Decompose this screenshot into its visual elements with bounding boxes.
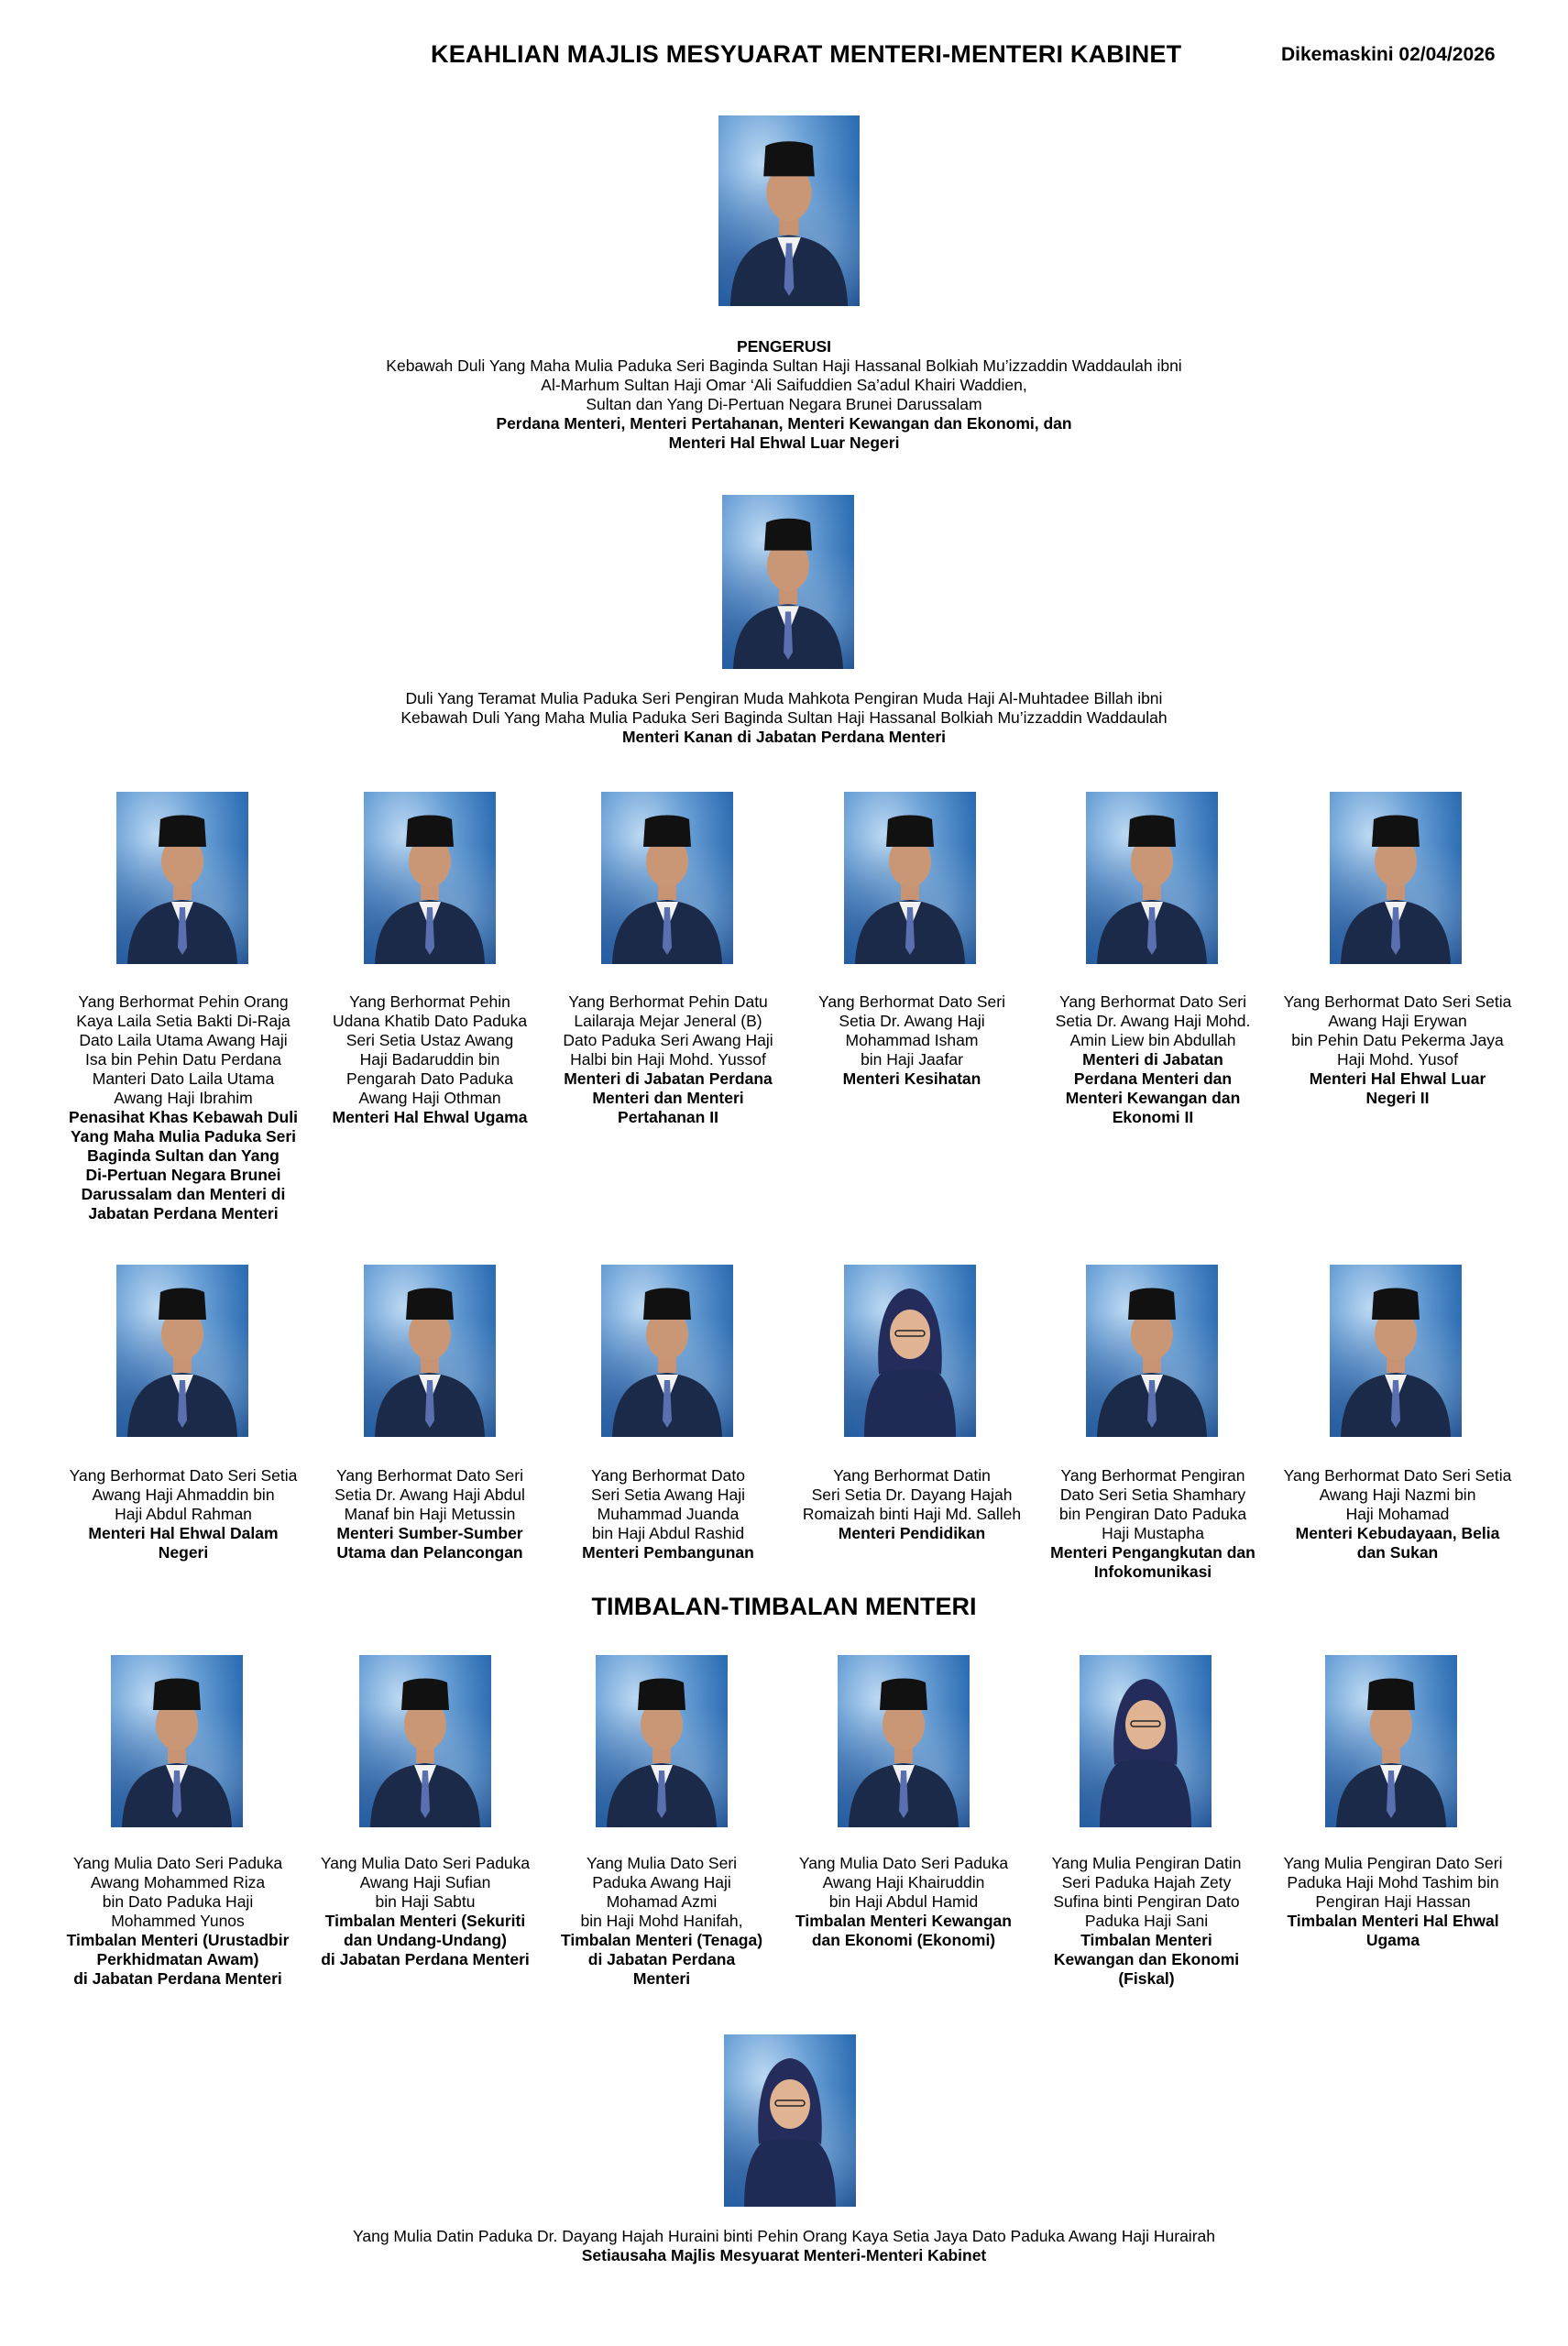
portrait-minister — [844, 1265, 976, 1437]
portrait-deputy — [359, 1655, 491, 1827]
portrait-silhouette — [364, 792, 496, 964]
person-role-line: Baginda Sultan dan Yang — [87, 1146, 280, 1165]
person-caption — [302, 1854, 549, 1969]
person-name-line: Yang Mulia Pengiran Dato Seri — [1283, 1854, 1503, 1872]
person-name-line: Awang Haji Erywan — [1328, 1012, 1467, 1030]
person-name-line: Awang Haji Othman — [358, 1089, 501, 1107]
portrait-silhouette — [838, 1655, 970, 1827]
portrait-silhouette — [844, 1265, 976, 1437]
person-caption — [788, 992, 1036, 1089]
sultan-role-line: Perdana Menteri, Menteri Pertahanan, Menteri Kewangan dan Ekonomi, dan — [496, 414, 1072, 433]
portrait-minister — [1330, 1265, 1462, 1437]
person-name-line: Yang Mulia Pengiran Datin — [1051, 1854, 1242, 1872]
person-name-line: Romaizah binti Haji Md. Salleh — [802, 1505, 1022, 1523]
person-name-line: bin Pengiran Dato Paduka — [1058, 1505, 1247, 1523]
person-name-line: Yang Berhormat Dato Seri — [1059, 992, 1246, 1011]
person-name-line: Awang Haji Nazmi bin — [1319, 1485, 1476, 1504]
person-name-line: Manteri Dato Laila Utama — [92, 1069, 275, 1088]
person-name-line: Yang Berhormat Dato Seri — [336, 1466, 523, 1485]
person-name-line: Haji Mohd. Yusof — [1337, 1050, 1458, 1069]
person-name-line: Awang Haji Ahmaddin bin — [92, 1485, 275, 1504]
person-name-line: Yang Mulia Dato Seri Paduka — [320, 1854, 531, 1872]
caption-crown-prince — [275, 689, 1293, 747]
person-name-line: Yang Mulia Dato Seri Paduka — [798, 1854, 1009, 1872]
portrait-silhouette — [1086, 792, 1218, 964]
portrait-minister — [364, 1265, 496, 1437]
person-role-line: Jabatan Perdana Menteri — [88, 1204, 279, 1222]
person-role-line: Menteri di Jabatan — [1082, 1050, 1223, 1069]
person-role-line: Menteri Kesihatan — [842, 1069, 981, 1088]
person-role-line: Menteri Sumber-Sumber — [336, 1524, 523, 1542]
person-name-line: Awang Haji Sufian — [359, 1873, 491, 1891]
person-name-line: Awang Haji Khairuddin — [822, 1873, 985, 1891]
portrait-silhouette — [718, 115, 860, 306]
portrait-deputy — [1080, 1655, 1212, 1827]
person-name-line: Yang Berhormat Dato Seri — [818, 992, 1005, 1011]
person-name-line: Pengiran Haji Hassan — [1315, 1892, 1471, 1911]
person-role-line: Darussalam dan Menteri di — [81, 1185, 286, 1203]
portrait-minister — [1086, 792, 1218, 964]
person-name-line: Yang Mulia Dato Seri — [586, 1854, 738, 1872]
person-name-line: bin Pehin Datu Pekerma Jaya — [1291, 1031, 1504, 1049]
person-caption — [1274, 992, 1521, 1108]
person-name-line: Haji Mustapha — [1102, 1524, 1204, 1542]
person-role-line: di Jabatan Perdana Menteri — [321, 1950, 530, 1968]
person-role-line: Perdana Menteri dan — [1073, 1069, 1233, 1088]
person-name-line: Seri Setia Ustaz Awang — [345, 1031, 514, 1049]
person-name-line: Seri Setia Awang Haji — [591, 1485, 745, 1504]
person-caption — [306, 1466, 554, 1562]
person-role-line: Menteri dan Menteri — [592, 1089, 744, 1107]
crown-prince-role: Menteri Kanan di Jabatan Perdana Menteri — [621, 728, 946, 746]
portrait-crown-prince — [722, 495, 854, 669]
person-name-line: bin Haji Abdul Hamid — [828, 1892, 979, 1911]
portrait-silhouette — [1330, 792, 1462, 964]
person-caption — [1029, 992, 1277, 1127]
person-name-line: Yang Berhormat Dato Seri Setia — [69, 1466, 298, 1485]
person-name-line: Mohammad Isham — [845, 1031, 979, 1049]
person-role-line: Menteri Hal Ehwal Dalam — [88, 1524, 279, 1542]
person-name-line: Udana Khatib Dato Paduka — [332, 1012, 528, 1030]
person-name-line: Manaf bin Haji Metussin — [344, 1505, 516, 1523]
sultan-role-line: Menteri Hal Ehwal Luar Negeri — [668, 433, 900, 452]
person-name-line: bin Haji Jaafar — [861, 1050, 963, 1069]
person-name-line: Awang Mohammed Riza — [90, 1873, 266, 1891]
person-role-line: Timbalan Menteri (Tenaga) — [560, 1931, 763, 1949]
person-caption — [1029, 1466, 1277, 1582]
crown-prince-name-line: Duli Yang Teramat Mulia Paduka Seri Pengiran Muda Mahkota Pengiran Muda Haji Al-Muhtadee Billah ibni — [405, 689, 1163, 707]
portrait-silhouette — [601, 1265, 733, 1437]
portrait-minister — [116, 792, 248, 964]
person-name-line: bin Haji Sabtu — [375, 1892, 476, 1911]
person-name-line: Dato Seri Setia Shamhary — [1059, 1485, 1246, 1504]
person-name-line: Lailaraja Mejar Jeneral (B) — [574, 1012, 762, 1030]
person-caption — [788, 1466, 1036, 1543]
person-caption — [60, 1466, 307, 1562]
portrait-silhouette — [722, 495, 854, 669]
person-name-line: Yang Berhormat Dato Seri Setia — [1283, 992, 1512, 1011]
person-role-line: dan Undang-Undang) — [344, 1931, 507, 1949]
person-name-line: Pengarah Dato Paduka — [346, 1069, 513, 1088]
page-title: KEAHLIAN MAJLIS MESYUARAT MENTERI-MENTERI KABINET — [431, 40, 1182, 68]
portrait-silhouette — [724, 2034, 856, 2207]
person-role-line: Timbalan Menteri — [1080, 1931, 1212, 1949]
person-role-line: Negeri — [158, 1543, 209, 1562]
portrait-silhouette — [364, 1265, 496, 1437]
portrait-minister — [116, 1265, 248, 1437]
person-role-line: Menteri — [632, 1969, 691, 1988]
person-role-line: di Jabatan Perdana Menteri — [73, 1969, 282, 1988]
person-name-line: Halbi bin Haji Mohd. Yussof — [570, 1050, 766, 1069]
person-role-line: Menteri Pengangkutan dan — [1050, 1543, 1255, 1562]
person-name-line: Kaya Laila Setia Bakti Di-Raja — [76, 1012, 291, 1030]
person-caption — [1023, 1854, 1270, 1989]
person-name-line: Dato Laila Utama Awang Haji — [79, 1031, 288, 1049]
person-name-line: Yang Berhormat Dato Seri Setia — [1283, 1466, 1512, 1485]
person-name-line: Yang Berhormat Dato — [591, 1466, 745, 1485]
person-name-line: bin Haji Abdul Rashid — [591, 1524, 745, 1542]
person-name-line: Yang Berhormat Pehin — [349, 992, 510, 1011]
person-role-line: Negeri II — [1365, 1089, 1430, 1107]
portrait-deputy — [838, 1655, 970, 1827]
person-name-line: Mohammed Yunos — [111, 1912, 245, 1930]
portrait-minister — [601, 792, 733, 964]
portrait-silhouette — [601, 792, 733, 964]
person-name-line: Seri Paduka Hajah Zety — [1061, 1873, 1232, 1891]
person-role-line: Timbalan Menteri (Urustadbir — [66, 1931, 290, 1949]
portrait-silhouette — [111, 1655, 243, 1827]
person-name-line: Sufina binti Pengiran Dato — [1053, 1892, 1240, 1911]
person-role-line: dan Sukan — [1356, 1543, 1439, 1562]
sultan-name-line: Kebawah Duli Yang Maha Mulia Paduka Seri Baginda Sultan Haji Hassanal Bolkiah Mu’izzaddin Waddaulah ibni — [386, 356, 1182, 375]
portrait-deputy — [596, 1655, 728, 1827]
person-caption — [544, 1466, 792, 1562]
person-name-line: Setia Dr. Awang Haji — [839, 1012, 985, 1030]
portrait-silhouette — [116, 792, 248, 964]
portrait-silhouette — [596, 1655, 728, 1827]
portrait-silhouette — [1080, 1655, 1212, 1827]
person-role-line: Timbalan Menteri Hal Ehwal — [1287, 1912, 1499, 1930]
person-caption — [54, 1854, 302, 1989]
caption-sultan — [275, 337, 1293, 453]
person-role-line: Menteri Kewangan dan — [1065, 1089, 1241, 1107]
person-caption — [538, 1854, 785, 1989]
person-name-line: Awang Haji Ibrahim — [114, 1089, 253, 1107]
portrait-silhouette — [1325, 1655, 1457, 1827]
person-name-line: Paduka Awang Haji — [592, 1873, 731, 1891]
person-name-line: Yang Berhormat Pehin Orang — [78, 992, 289, 1011]
portrait-minister — [601, 1265, 733, 1437]
person-role-line: di Jabatan Perdana — [587, 1950, 736, 1968]
person-caption — [780, 1854, 1027, 1950]
person-name-line: Yang Berhormat Pengiran — [1060, 1466, 1245, 1485]
person-name-line: Amin Liew bin Abdullah — [1069, 1031, 1236, 1049]
person-caption — [544, 992, 792, 1127]
person-role-line: (Fiskal) — [1118, 1969, 1175, 1988]
person-role-line: dan Ekonomi (Ekonomi) — [811, 1931, 996, 1949]
person-name-line: Mohamad Azmi — [606, 1892, 718, 1911]
portrait-silhouette — [359, 1655, 491, 1827]
person-name-line: Paduka Haji Sani — [1084, 1912, 1209, 1930]
person-name-line: Haji Badaruddin bin — [359, 1050, 500, 1069]
portrait-silhouette — [116, 1265, 248, 1437]
secretary-name: Yang Mulia Datin Paduka Dr. Dayang Hajah Huraini binti Pehin Orang Kaya Setia Jaya Dato Paduka Awang Haji Hurairah — [352, 2227, 1215, 2245]
portrait-deputy — [1325, 1655, 1457, 1827]
portrait-minister — [1086, 1265, 1218, 1437]
caption-secretary — [183, 2227, 1385, 2265]
person-role-line: Menteri Pembangunan — [582, 1543, 754, 1562]
person-role-line: Menteri Hal Ehwal Luar — [1309, 1069, 1486, 1088]
portrait-deputy — [111, 1655, 243, 1827]
person-role-line: Perkhidmatan Awam) — [96, 1950, 259, 1968]
updated-date: Dikemaskini 02/04/2026 — [1281, 44, 1496, 65]
person-role-line: Infokomunikasi — [1093, 1562, 1212, 1581]
person-role-line: Menteri Pendidikan — [838, 1524, 986, 1542]
person-role-line: Ugama — [1365, 1931, 1420, 1949]
person-caption — [60, 992, 307, 1223]
portrait-silhouette — [1086, 1265, 1218, 1437]
person-name-line: bin Dato Paduka Haji — [102, 1892, 254, 1911]
portrait-sultan — [718, 115, 860, 306]
person-name-line: Paduka Haji Mohd Tashim bin — [1287, 1873, 1499, 1891]
person-name-line: Seri Setia Dr. Dayang Hajah — [811, 1485, 1013, 1504]
person-role-line: Penasihat Khas Kebawah Duli — [69, 1108, 298, 1126]
person-name-line: Yang Berhormat Pehin Datu — [568, 992, 768, 1011]
portrait-minister — [364, 792, 496, 964]
chairman-label: PENGERUSI — [736, 337, 832, 356]
sultan-name-line: Al-Marhum Sultan Haji Omar ‘Ali Saifuddien Sa’adul Khairi Waddien, — [541, 376, 1027, 394]
portrait-silhouette — [844, 792, 976, 964]
person-role-line: Di-Pertuan Negara Brunei — [85, 1166, 281, 1184]
person-role-line: Kewangan dan Ekonomi — [1053, 1950, 1240, 1968]
person-name-line: Setia Dr. Awang Haji Abdul — [334, 1485, 525, 1504]
person-name-line: bin Haji Mohd Hanifah, — [580, 1912, 743, 1930]
portrait-minister — [844, 792, 976, 964]
person-role-line: Menteri Kebudayaan, Belia — [1295, 1524, 1500, 1542]
crown-prince-name-line: Kebawah Duli Yang Maha Mulia Paduka Seri Baginda Sultan Haji Hassanal Bolkiah Mu’izzaddin Waddaulah — [400, 708, 1168, 727]
deputy-ministers-heading: TIMBALAN-TIMBALAN MENTERI — [591, 1593, 977, 1620]
person-name-line: Haji Mohamad — [1345, 1505, 1450, 1523]
person-role-line: Utama dan Pelancongan — [336, 1543, 523, 1562]
person-role-line: Ekonomi II — [1112, 1108, 1194, 1126]
person-name-line: Setia Dr. Awang Haji Mohd. — [1055, 1012, 1251, 1030]
person-caption — [1274, 1466, 1521, 1562]
portrait-silhouette — [1330, 1265, 1462, 1437]
person-caption — [306, 992, 554, 1127]
person-role-line: Pertahanan II — [618, 1108, 718, 1126]
secretary-role: Setiausaha Majlis Mesyuarat Menteri-Menteri Kabinet — [581, 2246, 987, 2264]
person-name-line: Yang Mulia Dato Seri Paduka — [72, 1854, 283, 1872]
person-name-line: Yang Berhormat Datin — [833, 1466, 991, 1485]
sultan-name-line: Sultan dan Yang Di-Pertuan Negara Brunei Darussalam — [586, 395, 982, 413]
person-name-line: Dato Paduka Seri Awang Haji — [563, 1031, 773, 1049]
person-name-line: Isa bin Pehin Datu Perdana — [84, 1050, 282, 1069]
person-role-line: Timbalan Menteri Kewangan — [795, 1912, 1012, 1930]
person-role-line: Yang Maha Mulia Paduka Seri — [70, 1127, 297, 1146]
portrait-secretary — [724, 2034, 856, 2207]
person-name-line: Muhammad Juanda — [597, 1505, 740, 1523]
person-caption — [1269, 1854, 1517, 1950]
person-name-line: Haji Abdul Rahman — [115, 1505, 252, 1523]
portrait-minister — [1330, 792, 1462, 964]
person-role-line: Menteri Hal Ehwal Ugama — [332, 1108, 528, 1126]
person-role-line: Timbalan Menteri (Sekuriti — [324, 1912, 526, 1930]
person-role-line: Menteri di Jabatan Perdana — [564, 1069, 773, 1088]
